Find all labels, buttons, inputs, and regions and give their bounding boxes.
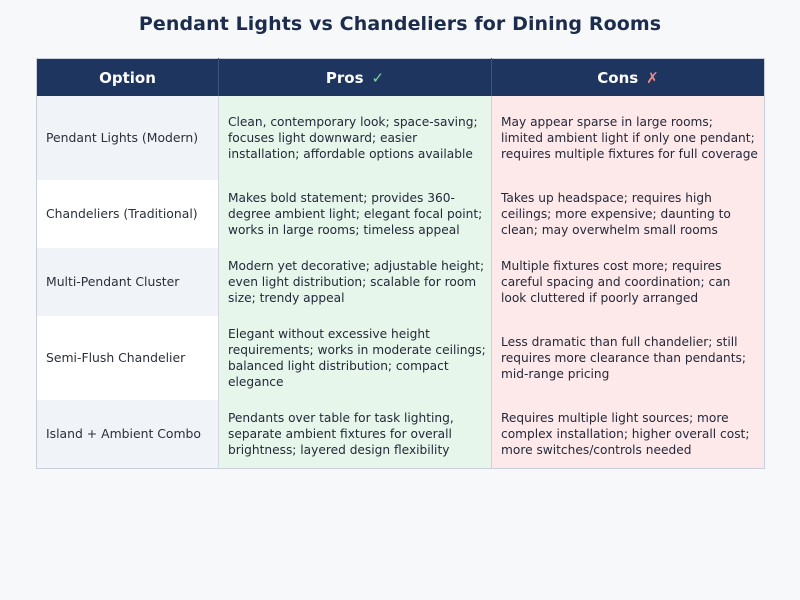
table-body: [37, 96, 765, 469]
option-cell: Pendant Lights (Modern): [37, 96, 219, 180]
comparison-table: [36, 58, 765, 469]
table-row: [37, 180, 765, 248]
table-header: [37, 59, 765, 97]
option-cell: Multi-Pendant Cluster: [37, 248, 219, 316]
pros-cell: Modern yet decorative; adjustable height; even light distribution; scalable for room size; trendy appeal: [219, 248, 492, 316]
page-title: Pendant Lights vs Chandeliers for Dining Rooms: [138, 13, 662, 35]
cross-icon: ✗: [646, 68, 659, 87]
cons-cell: Takes up headspace; requires high ceilings; more expensive; daunting to clean; may overwhelm small rooms: [492, 180, 765, 248]
option-cell: Semi-Flush Chandelier: [37, 316, 219, 400]
option-cell: Chandeliers (Traditional): [37, 180, 219, 248]
cons-cell: May appear sparse in large rooms; limited ambient light if only one pendant; requires multiple fixtures for full coverage: [492, 96, 765, 180]
cons-cell: Multiple fixtures cost more; requires careful spacing and coordination; can look cluttered if poorly arranged: [492, 248, 765, 316]
header-cons-label: Cons: [597, 68, 639, 87]
pros-cell: Clean, contemporary look; space-saving; focuses light downward; easier installation; affordable options available: [219, 96, 492, 180]
pros-cell: Elegant without excessive height requirements; works in moderate ceilings; balanced light distribution; compact elegance: [219, 316, 492, 400]
pros-cell: Makes bold statement; provides 360-degree ambient light; elegant focal point; works in large rooms; timeless appeal: [219, 180, 492, 248]
table-row: [37, 400, 765, 469]
pros-cell: Pendants over table for task lighting, separate ambient fixtures for overall brightness; layered design flexibility: [219, 400, 492, 469]
cons-cell: Requires multiple light sources; more complex installation; higher overall cost; more switches/controls needed: [492, 400, 765, 469]
header-option: [37, 59, 219, 97]
cons-cell: Less dramatic than full chandelier; still requires more clearance than pendants; mid-range pricing: [492, 316, 765, 400]
check-icon: ✓: [371, 68, 385, 87]
header-cons: [492, 59, 765, 97]
option-cell: Island + Ambient Combo: [37, 400, 219, 469]
table-row: [37, 96, 765, 180]
table-row: [37, 316, 765, 400]
header-row: [37, 59, 765, 97]
table-row: [37, 248, 765, 316]
header-option-label: Option: [99, 68, 156, 87]
header-pros: [219, 59, 492, 97]
header-pros-label: Pros: [325, 68, 364, 87]
